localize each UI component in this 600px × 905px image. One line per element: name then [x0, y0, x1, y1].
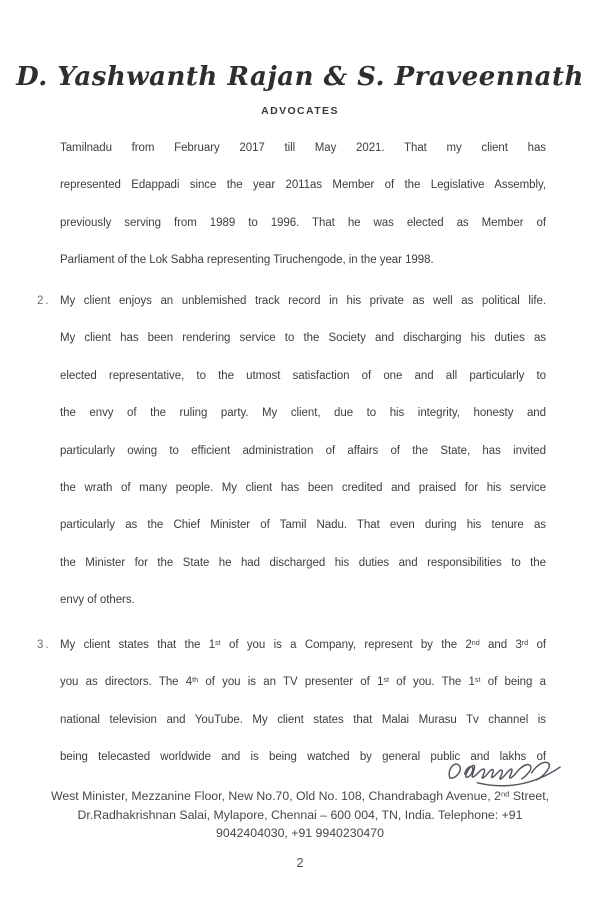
paragraph-line: Tamilnadu from February 2017 till May 2021. That my client has	[60, 142, 546, 154]
signature-scribble	[438, 753, 566, 791]
paragraph-line: elected representative, to the utmost satisfaction of one and all particularly to	[60, 369, 546, 382]
address-line: West Minister, Mezzanine Floor, New No.70, Old No. 108, Chandrabagh Avenue, 2nd Street,	[50, 789, 550, 803]
paragraph-line: being telecasted worldwide and is being watched by general public and lakhs of	[60, 751, 546, 764]
continued-paragraph	[60, 130, 546, 280]
address-line: Dr.Radhakrishnan Salai, Mylapore, Chennai – 600 004, TN, India. Telephone: +91	[77, 807, 523, 822]
paragraph-line: the wrath of many people. My client has been credited and praised for his service	[60, 481, 546, 494]
footer-address	[20, 787, 580, 843]
list-item-number: 2.	[37, 295, 51, 307]
paragraph-line: you as directors. The 4th of you is an TV presenter of 1st of you. The 1st of being a	[60, 676, 546, 689]
paragraph-line: previously serving from 1989 to 1996. That he was elected as Member of	[60, 216, 546, 229]
paragraph-line: Parliament of the Lok Sabha representing Tiruchengode, in the year 1998.	[60, 254, 434, 267]
paragraph-line: represented Edappadi since the year 2011as Member of the Legislative Assembly,	[60, 179, 546, 192]
paragraph-line: particularly as the Chief Minister of Tamil Nadu. That even during his tenure as	[60, 519, 546, 532]
list-item-number: 3.	[37, 639, 51, 651]
paragraph-line: My client states that the 1st of you is a Company, represent by the 2nd and 3rd of	[60, 638, 546, 651]
page-number: 2	[296, 855, 304, 870]
paragraph-line: My client has been rendering service to the Society and discharging his duties as	[60, 332, 546, 345]
paragraph-line: envy of others.	[60, 594, 135, 607]
list-item-2	[37, 283, 546, 620]
page-title: D. Yashwanth Rajan & S. Praveennath	[16, 62, 584, 92]
paragraph-line: particularly owing to efficient administration of affairs of the State, has invited	[60, 444, 546, 457]
address-line: 9042404030, +91 9940230470	[216, 826, 384, 840]
paragraph-line: national television and YouTube. My client states that Malai Murasu Tv channel is	[60, 713, 546, 726]
paragraph-line: the Minister for the State he had discharged his duties and responsibilities to the	[60, 556, 546, 569]
paragraph-line: the envy of the ruling party. My client, due to his integrity, honesty and	[60, 407, 546, 420]
firm-subtitle: ADVOCATES	[261, 105, 339, 117]
paragraph-line: My client enjoys an unblemished track record in his private as well as political life.	[60, 295, 546, 307]
